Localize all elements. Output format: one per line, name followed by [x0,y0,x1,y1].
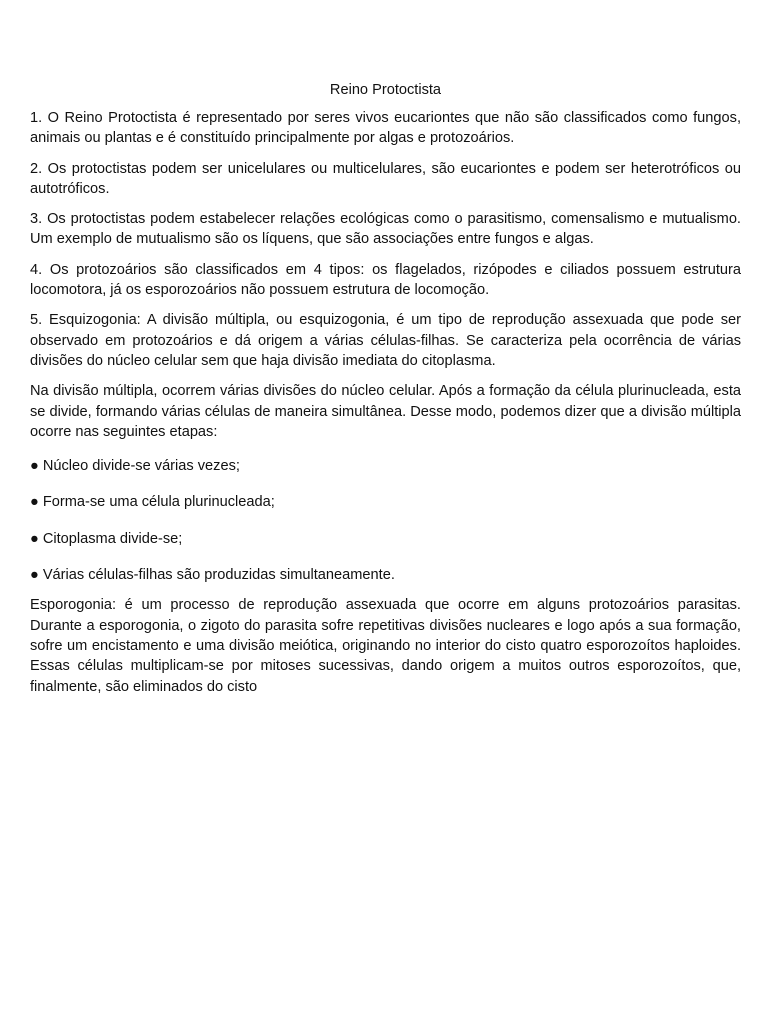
bullet-text: Várias células-filhas são produzidas simultaneamente. [42,567,395,584]
bullet-item [30,529,741,549]
paragraph-2: 2. Os protoctistas podem ser unicelulares ou multicelulares, são eucariontes e podem ser heterotróficos ou autotróficos. [30,160,741,197]
bullet-text: Citoplasma divide-se; [42,530,183,547]
paragraph-3: 3. Os protoctistas podem estabelecer relações ecológicas como o parasitismo, comensalismo e mutualismo. Um exemplo de mutualismo são os líquens, que são associações entre fungos e algas. [30,211,741,248]
document-title: Reino Protoctista [329,82,442,98]
bullet-item [30,492,741,512]
paragraph-1: 1. O Reino Protoctista é representado por seres vivos eucariontes que não são classificados como fungos, animais ou plantas e é constituído principalmente por algas e protozoários. [30,110,741,147]
bullet-icon: ● [30,494,39,511]
bullet-item [30,565,741,585]
bullet-icon: ● [30,458,39,475]
paragraph-5: 5. Esquizogonia: A divisão múltipla, ou esquizogonia, é um tipo de reprodução assexuada que pode ser observado em protozoários e dá origem a várias células-filhas. Se caracteriza pela ocorrência de várias divisões do núcleo celular sem que haja divisão imediata do citoplasma. [30,312,741,369]
bullet-icon: ● [30,567,39,584]
paragraph-4: 4. Os protozoários são classificados em 4 tipos: os flagelados, rizópodes e ciliados possuem estrutura locomotora, já os esporozoários não possuem estrutura de locomoção. [30,261,741,299]
bullet-text: Forma-se uma célula plurinucleada; [42,494,275,511]
bullet-icon: ● [30,530,39,547]
paragraph-esporogonia: Esporogonia: é um processo de reprodução assexuada que ocorre em alguns protozoários parasitas. Durante a esporogonia, o zigoto do parasita sofre repetitivas divisões nucleares e logo após a sua formação, sofre um encistamento e uma divisão meiótica, originando no interior do cisto quatro esporozoítos haploides. Essas células multiplicam-se por mitoses sucessivas, dando origem a muitos outros esporozoítos, que, finalmente, são eliminados do cisto [30,597,741,695]
bullet-text: Núcleo divide-se várias vezes; [42,458,240,475]
paragraph-steps-intro: Na divisão múltipla, ocorrem várias divisões do núcleo celular. Após a formação da célula plurinucleada, esta se divide, formando várias células de maneira simultânea. Desse modo, podemos dizer que a divisão múltipla ocorre nas seguintes etapas: [30,383,741,440]
bullet-item [30,456,741,476]
